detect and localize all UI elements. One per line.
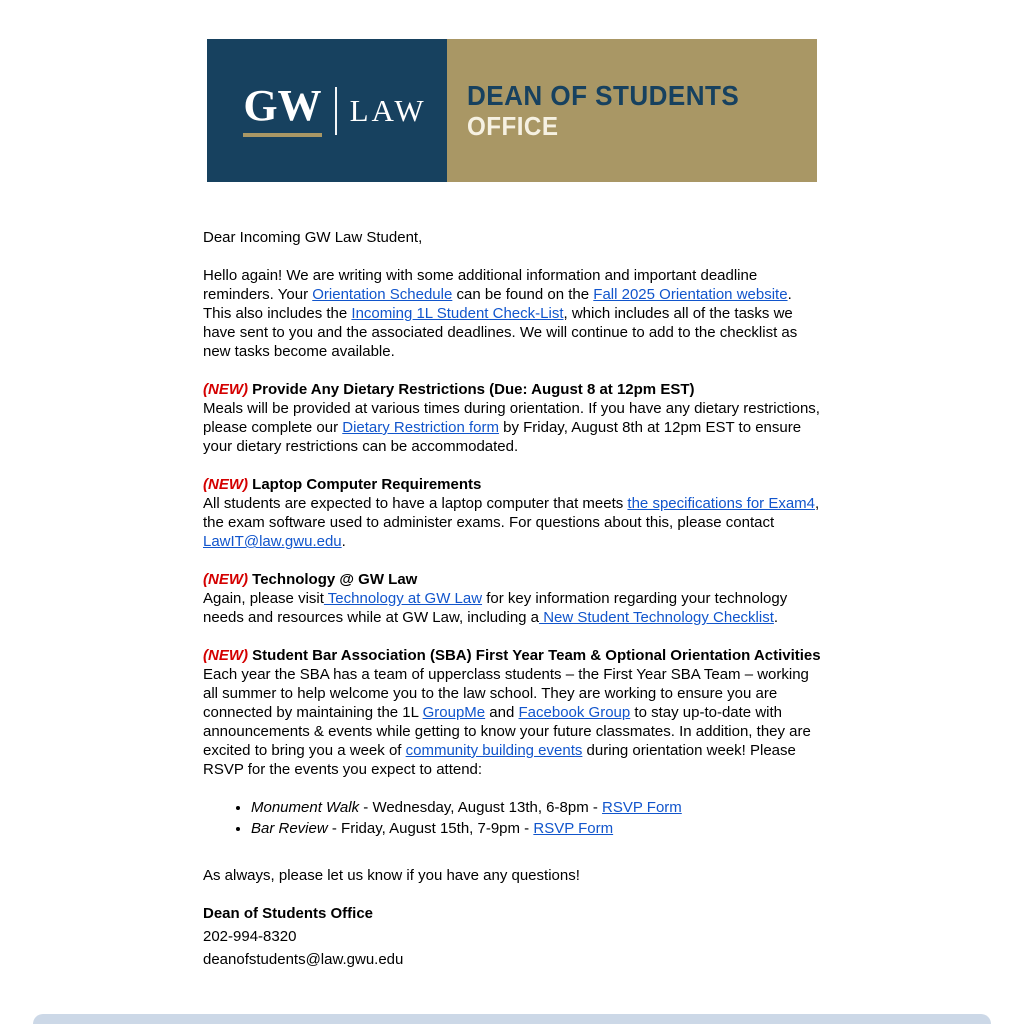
text-run: , the exam software used to administer exams. For questions about this, please contact <box>203 495 820 531</box>
text-run: , which includes all of the tasks we have sent to you and the associated deadlines. We will continue to add to the checklist as new tasks become available. <box>203 305 798 360</box>
dietary-restriction-form-link[interactable]: Dietary Restriction form <box>342 419 499 436</box>
community-building-events-link[interactable]: community building events <box>405 742 583 759</box>
text-run: Provide Any Dietary Restrictions (Due: August 8 at 12pm EST) <box>248 381 695 398</box>
section-sba-heading <box>203 646 821 665</box>
text-run: (NEW) <box>203 476 248 493</box>
section-laptop-body <box>203 494 821 551</box>
signature-org: Dean of Students Office <box>203 905 374 922</box>
event-item-bar-review <box>251 819 821 838</box>
text-run: (NEW) <box>203 647 248 664</box>
monument-walk-rsvp-form-link[interactable]: RSVP Form <box>602 799 682 816</box>
fall-2025-orientation-website-link[interactable]: Fall 2025 Orientation website <box>593 286 788 303</box>
lawit-email-link[interactable]: LawIT@law.gwu.edu <box>203 533 342 550</box>
text-run: - Wednesday, August 13th, 6-8pm - <box>359 799 603 816</box>
text-run: by Friday, August 8th at 12pm EST to ensure your dietary restrictions can be accommodated. <box>203 419 802 455</box>
text-run: to stay up-to-date with announcements & events while getting to know your future classmates. In addition, they are excited to bring you a week of <box>203 704 811 759</box>
email-body <box>203 228 821 969</box>
gw-law-logo <box>243 81 427 137</box>
facebook-group-link[interactable]: Facebook Group <box>518 704 631 721</box>
office-title: OFFICE <box>467 111 559 142</box>
text-run: Student Bar Association (SBA) First Year Team & Optional Orientation Activities <box>248 647 821 664</box>
orientation-events-list <box>203 798 821 838</box>
new-student-technology-checklist-link[interactable]: New Student Technology Checklist <box>539 609 774 626</box>
section-technology-body <box>203 589 821 627</box>
section-sba-body <box>203 665 821 779</box>
text-run: Each year the SBA has a team of upperclass students – the First Year SBA Team – working all summer to help welcome you to the law school. They are working to ensure you are connected by maintaining the 1L <box>203 666 809 721</box>
text-run: and <box>485 704 519 721</box>
text-run: - Friday, August 15th, 7-9pm - <box>327 820 534 837</box>
text-run: . <box>773 609 779 626</box>
section-technology-heading <box>203 570 821 589</box>
logo-divider <box>335 87 337 135</box>
salutation: Dear Incoming GW Law Student, <box>203 229 423 246</box>
text-run: Hello again! We are writing with some additional information and important deadline reminders. Your <box>203 267 758 303</box>
text-run: All students are expected to have a laptop computer that meets <box>203 495 628 512</box>
technology-at-gw-law-link[interactable]: Technology at GW Law <box>323 590 483 607</box>
text-run: for key information regarding your technology needs and resources while at GW Law, including a <box>203 590 788 626</box>
banner-gold-panel <box>447 39 817 182</box>
bar-review-rsvp-form-link[interactable]: RSVP Form <box>533 820 614 837</box>
signature-email: deanofstudents@law.gwu.edu <box>203 951 404 968</box>
text-run: can be found on the <box>452 286 594 303</box>
orientation-schedule-link[interactable]: Orientation Schedule <box>312 286 453 303</box>
text-run: (NEW) <box>203 571 248 588</box>
text-run: . This also includes the <box>203 286 792 322</box>
text-run: Technology @ GW Law <box>248 571 418 588</box>
text-run: Monument Walk <box>251 799 360 816</box>
section-dietary-heading <box>203 380 821 399</box>
text-run: Again, please visit <box>203 590 324 607</box>
text-run: . <box>341 533 346 550</box>
law-wordmark: LAW <box>349 93 427 128</box>
incoming-1l-student-check-list-link[interactable]: Incoming 1L Student Check-List <box>351 305 564 322</box>
gw-wordmark: GW <box>243 84 321 137</box>
section-dietary-body <box>203 399 821 456</box>
event-item-monument-walk <box>251 798 821 817</box>
groupme-link[interactable]: GroupMe <box>422 704 486 721</box>
text-run: Meals will be provided at various times during orientation. If you have any dietary restrictions, please complete our <box>203 400 820 436</box>
exam4-specifications-link[interactable]: the specifications for Exam4 <box>627 495 816 512</box>
text-run: (NEW) <box>203 381 248 398</box>
gw-law-banner <box>207 39 817 182</box>
section-laptop-heading <box>203 475 821 494</box>
text-run: Laptop Computer Requirements <box>248 476 482 493</box>
next-section-top-bar <box>33 1014 991 1024</box>
intro-paragraph <box>203 266 821 361</box>
banner-navy-panel <box>207 39 447 182</box>
dean-of-students-title: DEAN OF STUDENTS <box>467 79 740 111</box>
closing-line: As always, please let us know if you have any questions! <box>203 867 580 884</box>
text-run: Bar Review <box>251 820 328 837</box>
signature-phone: 202-994-8320 <box>203 928 297 945</box>
text-run: during orientation week! Please RSVP for the events you expect to attend: <box>203 742 796 778</box>
